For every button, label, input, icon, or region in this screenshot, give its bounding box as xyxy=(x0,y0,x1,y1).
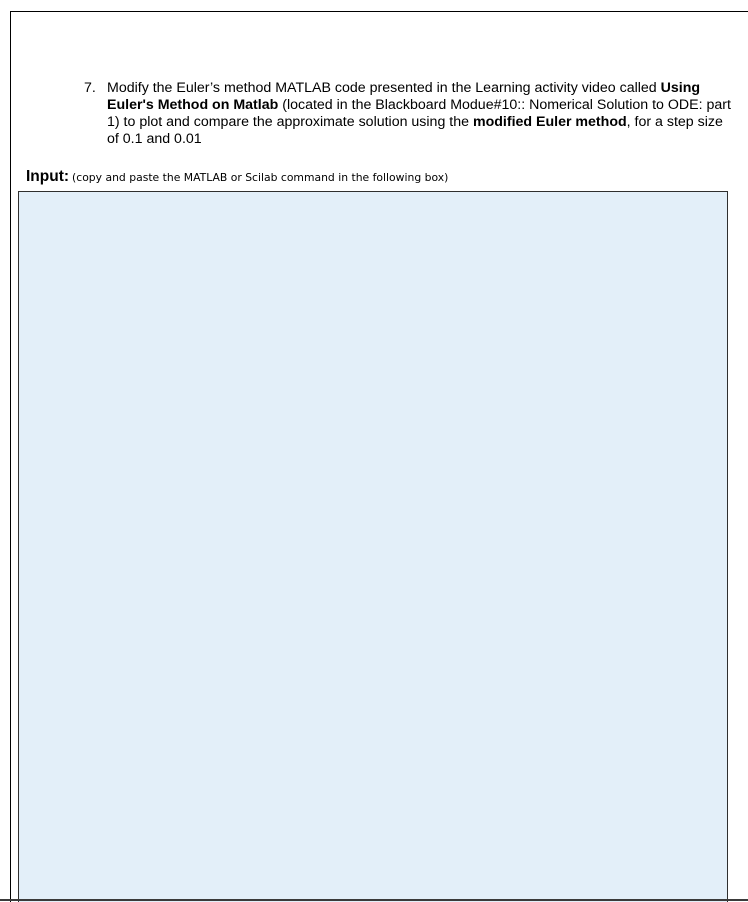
input-label xyxy=(26,168,448,186)
question-text-part-2: (located in the Blackboard Modue#10:: Nomerical Solution to ODE: part 1) to plot and compare the approximate solution using the xyxy=(107,97,731,130)
method-name: modified Euler method xyxy=(472,114,627,130)
question-item xyxy=(84,80,736,148)
question-text-part-1: Modify the Euler’s method MATLAB code presented in the Learning activity video called xyxy=(107,80,661,96)
question-text xyxy=(107,80,736,148)
page-bottom-rule xyxy=(0,899,748,901)
input-instruction: (copy and paste the MATLAB or Scilab command in the following box) xyxy=(72,171,449,184)
input-heading: Input: xyxy=(26,168,70,185)
answer-input-box[interactable] xyxy=(18,191,728,902)
video-title: Using Euler's Method on Matlab xyxy=(107,80,701,113)
question-text-part-3: , for a step size of 0.1 and 0.01 xyxy=(107,114,723,147)
question-number: 7. xyxy=(84,80,96,96)
